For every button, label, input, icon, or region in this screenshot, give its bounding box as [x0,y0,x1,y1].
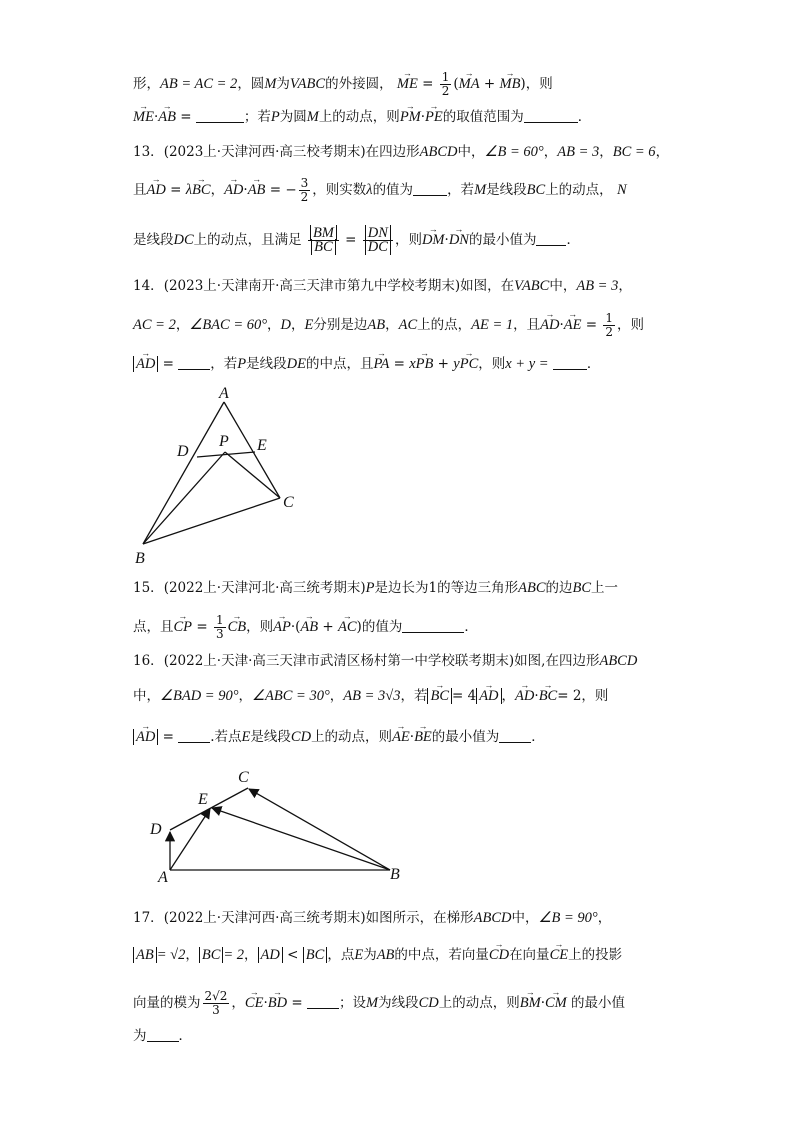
answer-blank[interactable] [147,1027,179,1042]
edge-ac [224,402,280,498]
p13-line-1: 13．(2023上·天津河西·高三校考期末)在四边形ABCD中，∠B = 60°，AB = 3，BC = 6， [133,144,670,160]
question-source: (2022上·天津河北·高三统考期末) [163,580,366,596]
p14-line-1: 14．(2023上·天津南开·高三天津市第九中学校考期末)如图，在VABC中，AB = 3， [133,278,632,294]
answer-blank[interactable] [307,994,339,1009]
answer-blank[interactable] [196,108,244,123]
p13-line-2: 且→ AD = λ→ BC，→ AD·→ AB = − $\frac{3}{2}$ ，则实数λ的值为 ，若M是线段BC上的动点， N [133,177,627,204]
answer-blank[interactable] [499,728,531,743]
edge-ab [143,402,224,544]
p15-line-1: 15．(2022上·天津河北·高三统考期末)P是边长为1的等边三角形ABC的边BC上一 [133,580,619,596]
question-source: (2023上·天津南开·高三天津市第九中学校考期末) [163,278,461,294]
segment-pc [225,452,280,498]
label-b: B [390,866,400,883]
frac-half: $\frac{1}{2}$ [441,70,450,98]
vector-ae [170,809,210,870]
label-e: E [257,437,267,454]
question-number: 16． [133,653,164,669]
answer-blank[interactable] [178,355,210,370]
triangle-figure-14 [125,380,315,570]
edge-dc [170,788,248,830]
answer-blank[interactable] [402,618,464,633]
p17-line-2: AB = √2， BC = 2， AD < BC ，点E为AB的中点，若向量→ CD在向量→ CE上的投影 [133,945,622,965]
p12-line-2: → ME·→ AB = ；若P为圆M上的动点，则→ PM·→ PE的取值范围为 ． [133,107,591,127]
answer-blank[interactable] [553,355,587,370]
label-p: P [219,433,229,450]
p16-line-2: 中，∠BAD = 90°，∠ABC = 30°，AB = 3√3，若→ BC = 4→ AD ，→ AD·→ BC= 2，则 [133,686,608,706]
label-c: C [283,494,294,511]
question-source: (2022上·天津·高三天津市武清区杨村第一中学校联考期末) [163,653,515,669]
p15-line-2: 点，且→ CP = $\frac{1}{3}$ → CB，则→ AP·(→ AB + → AC)的值为 ． [133,614,478,641]
question-number: 17． [133,910,164,926]
question-number: 15． [133,580,164,596]
p17-line-4: 为 ． [133,1028,192,1044]
label-b: B [135,550,145,567]
answer-blank[interactable] [413,181,447,196]
p16-line-1: 16．(2022上·天津·高三天津市武清区杨村第一中学校联考期末)如图,在四边形ABCD [133,653,638,669]
p12-line-1: 形，AB = AC = 2，圆M为VABC的外接圆， → ME = $\frac{1}{2}$ (→ MA + → MB)，则 [133,71,553,98]
p14-line-3: → AD = ，若P是线段DE的中点，且→ PA = x→ PB + y→ PC，则x + y = ． [133,354,600,374]
label-a: A [158,869,168,886]
question-source: (2023上·天津河西·高三校考期末) [163,144,366,160]
p14-line-2: AC = 2，∠BAC = 60°，D，E分别是边AB，AC上的点，AE = 1，且→ AD·→ AE = $\frac{1}{2}$ ，则 [133,312,644,339]
p16-line-3: → AD = .若点E是线段CD上的动点，则→ AE·→ BE的最小值为 ． [133,727,545,747]
vector-be [212,808,390,870]
p13-line-3: 是线段DC上的动点，且满足 $\frac{BM}{BC}$ = $\frac{DN}{DC}$ ，则→ DM·→ DN的最小值为 ． [133,227,580,254]
label-c: C [238,769,249,786]
question-number: 13． [133,144,164,160]
question-number: 14． [133,278,164,294]
answer-blank[interactable] [524,108,578,123]
question-source: (2022上·天津河西·高三统考期末) [163,910,366,926]
label-d: D [177,443,189,460]
answer-blank[interactable] [178,728,210,743]
p17-line-1: 17．(2022上·天津河西·高三统考期末)如图所示，在梯形ABCD中，∠B = 90°， [133,910,612,926]
label-a: A [219,385,229,402]
label-e: E [198,791,208,808]
quadrilateral-figure-16 [140,762,415,887]
p17-line-3: 向量的模为 $\frac{2√2}{3}$ ，→ CE·→ BD = ；设M为线段CD上的动点，则→ BM·→ CM 的最小值 [133,990,625,1017]
label-d: D [150,821,162,838]
vector-bc [249,789,390,870]
answer-blank[interactable] [536,231,566,246]
